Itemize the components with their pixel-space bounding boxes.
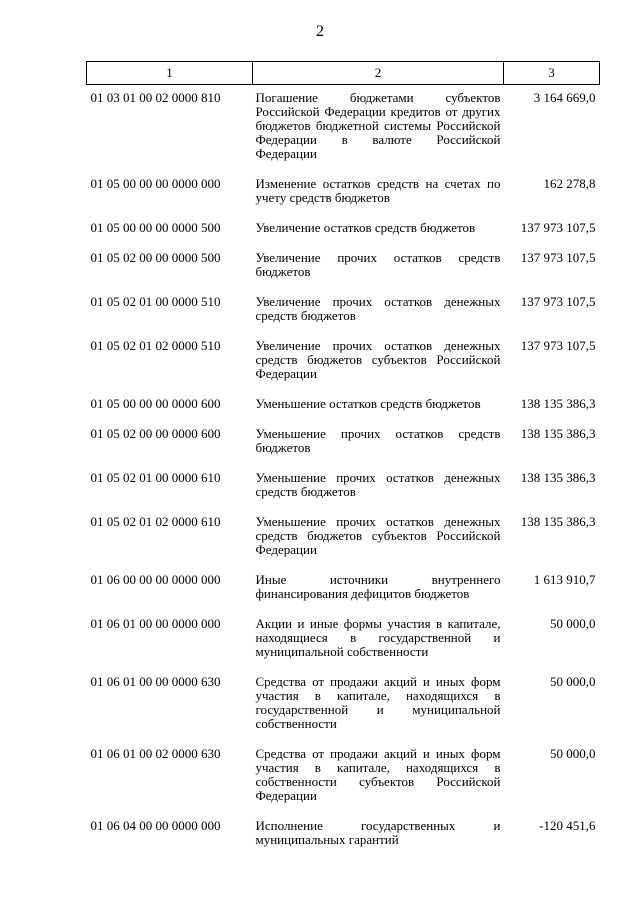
row-code: 01 06 00 00 00 0000 000: [90, 572, 221, 587]
table-row: [87, 85, 600, 178]
table-row: [87, 573, 600, 617]
table-header-row: [87, 62, 600, 85]
row-amount: 137 973 107,5: [520, 294, 596, 309]
table-row: [87, 251, 600, 295]
row-code: 01 05 02 01 02 0000 610: [90, 514, 221, 529]
row-code: 01 05 00 00 00 0000 000: [90, 176, 221, 191]
row-amount: 138 135 386,3: [520, 470, 596, 485]
row-code: 01 03 01 00 02 0000 810: [90, 90, 221, 105]
row-code: 01 06 01 00 00 0000 000: [90, 616, 221, 631]
row-amount: 50 000,0: [550, 674, 596, 689]
row-name: Изменение остатков средств на счетах по учету средств бюджетов: [255, 176, 501, 205]
table-row: [87, 397, 600, 427]
table-row: [87, 221, 600, 251]
row-amount: 138 135 386,3: [520, 514, 596, 529]
row-code: 01 05 00 00 00 0000 600: [90, 396, 221, 411]
table-row: [87, 675, 600, 747]
row-amount: 138 135 386,3: [520, 396, 596, 411]
row-amount: -120 451,6: [539, 818, 596, 833]
row-amount: 3 164 669,0: [533, 90, 596, 105]
row-name: Уменьшение прочих остатков средств бюджетов: [255, 426, 501, 455]
row-name: Увеличение прочих остатков денежных средств бюджетов субъектов Российской Федерации: [255, 338, 501, 381]
row-code: 01 05 00 00 00 0000 500: [90, 220, 221, 235]
table-row: [87, 471, 600, 515]
row-name: Уменьшение остатков средств бюджетов: [255, 396, 481, 411]
table-row: [87, 295, 600, 339]
row-name: Уменьшение прочих остатков денежных средств бюджетов субъектов Российской Федерации: [255, 514, 501, 557]
row-amount: 138 135 386,3: [520, 426, 596, 441]
row-name: Увеличение остатков средств бюджетов: [255, 220, 476, 235]
row-amount: 50 000,0: [550, 616, 596, 631]
column-header-code: 1: [87, 62, 253, 85]
row-code: 01 05 02 00 00 0000 600: [90, 426, 221, 441]
row-name: Погашение бюджетами субъектов Российской Федерации кредитов от других бюджетов бюджетной системы Российской Федерации в валюте Российской Федерации: [255, 90, 501, 161]
row-amount: 50 000,0: [550, 746, 596, 761]
row-code: 01 05 02 01 00 0000 610: [90, 470, 221, 485]
row-name: Увеличение прочих остатков средств бюджетов: [255, 250, 501, 279]
row-name: Исполнение государственных и муниципальных гарантий: [255, 818, 501, 847]
row-amount: 137 973 107,5: [520, 338, 596, 353]
row-amount: 1 613 910,7: [533, 572, 596, 587]
table-row: [87, 177, 600, 221]
table-row: [87, 819, 600, 863]
row-name: Иные источники внутреннего финансирования дефицитов бюджетов: [255, 572, 501, 601]
table-row: [87, 747, 600, 819]
row-amount: 137 973 107,5: [520, 220, 596, 235]
row-amount: 137 973 107,5: [520, 250, 596, 265]
row-name: Уменьшение прочих остатков денежных средств бюджетов: [255, 470, 501, 499]
sources-table: [86, 61, 600, 863]
column-header-name: 2: [253, 62, 504, 85]
row-code: 01 05 02 00 00 0000 500: [90, 250, 221, 265]
row-code: 01 05 02 01 02 0000 510: [90, 338, 221, 353]
table-body: [87, 85, 600, 864]
table-row: [87, 427, 600, 471]
row-code: 01 06 01 00 02 0000 630: [90, 746, 221, 761]
row-amount: 162 278,8: [543, 176, 596, 191]
row-code: 01 06 01 00 00 0000 630: [90, 674, 221, 689]
row-name: Акции и иные формы участия в капитале, находящиеся в государственной и муниципальной собственности: [255, 616, 501, 659]
column-header-amount: 3: [504, 62, 600, 85]
table-row: [87, 339, 600, 397]
row-name: Средства от продажи акций и иных форм участия в капитале, находящихся в государственной и муниципальной собственности: [255, 674, 501, 731]
row-code: 01 06 04 00 00 0000 000: [90, 818, 221, 833]
row-code: 01 05 02 01 00 0000 510: [90, 294, 221, 309]
table-row: [87, 617, 600, 675]
row-name: Увеличение прочих остатков денежных средств бюджетов: [255, 294, 501, 323]
page-number: 2: [316, 23, 324, 40]
row-name: Средства от продажи акций и иных форм участия в капитале, находящихся в собственности субъектов Российской Федерации: [255, 746, 501, 803]
table-row: [87, 515, 600, 573]
